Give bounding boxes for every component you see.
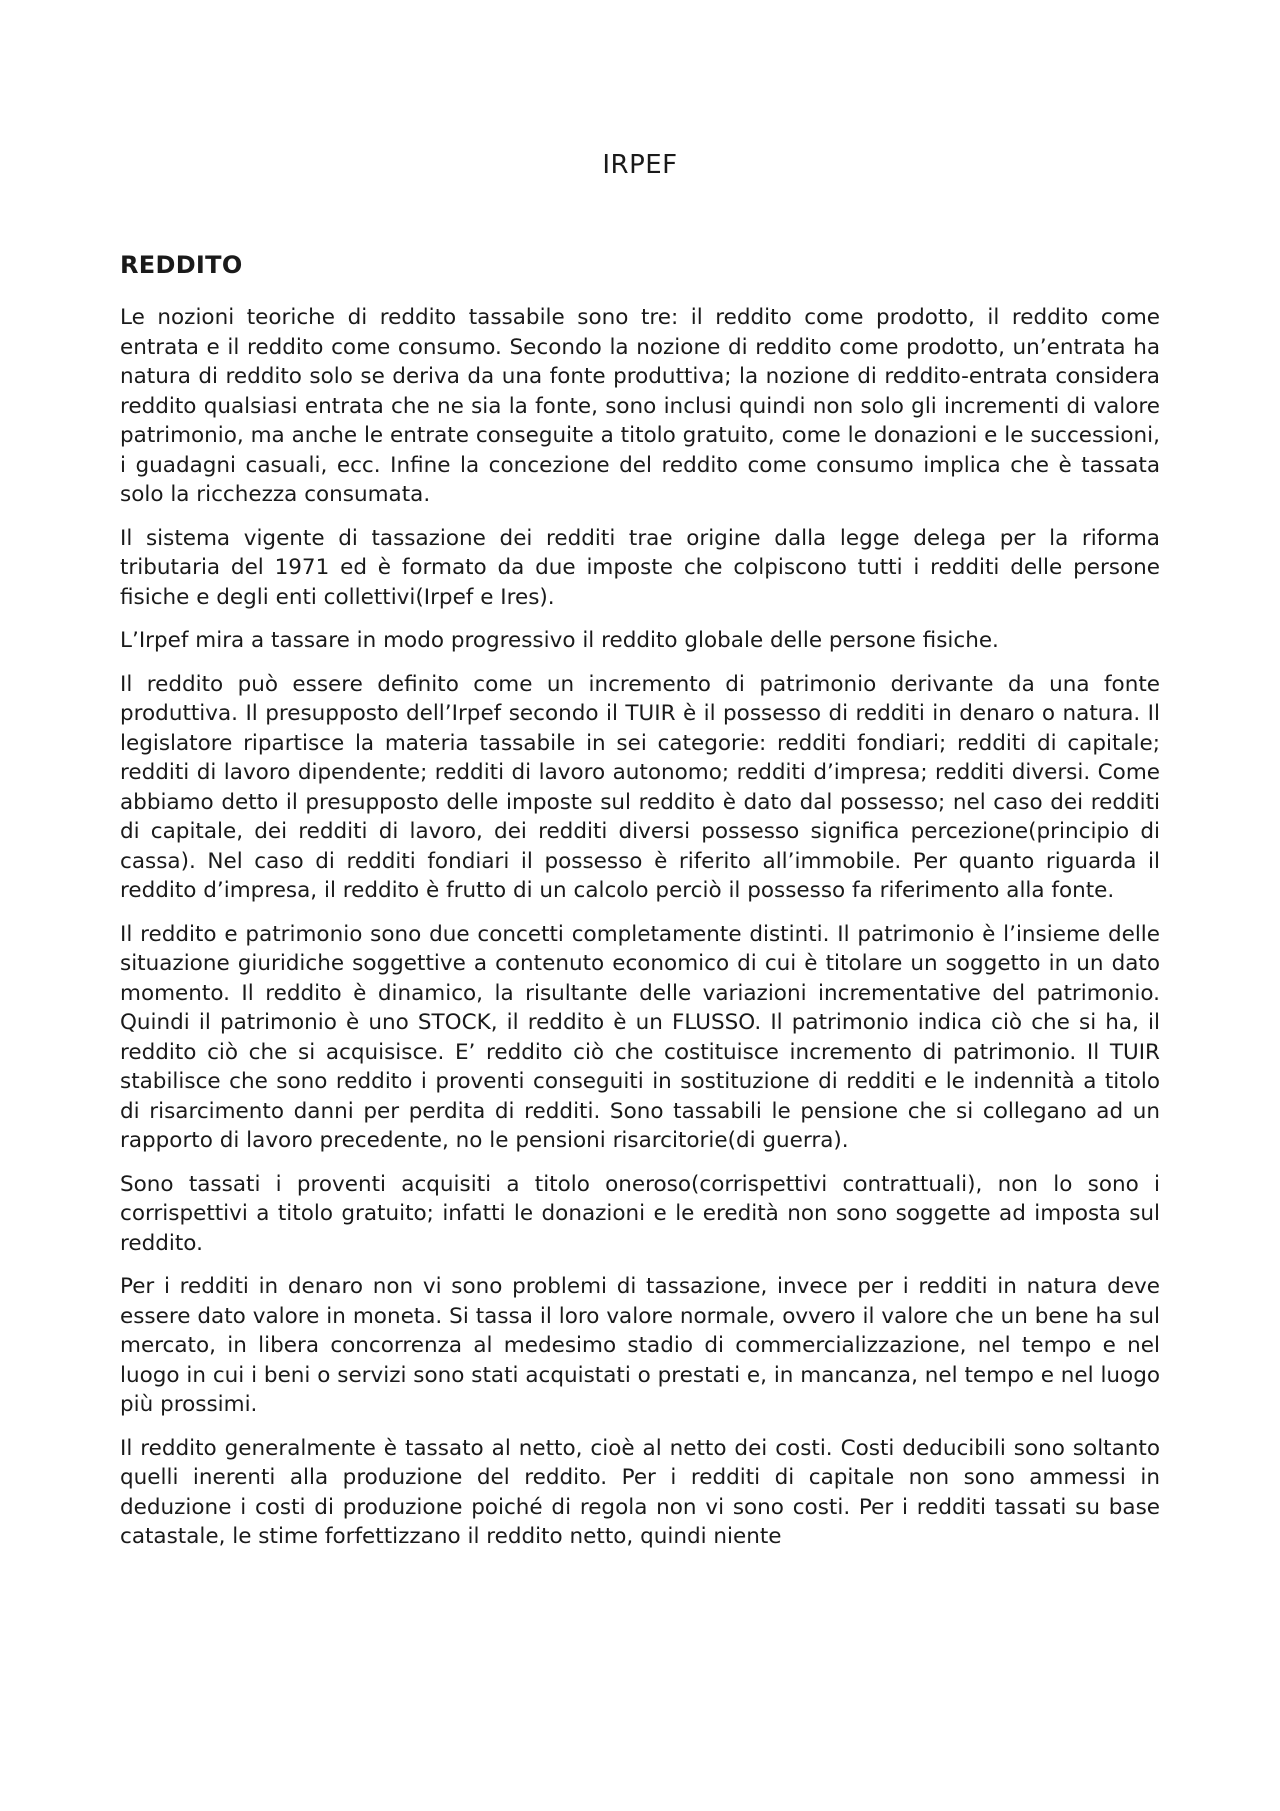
paragraph: Le nozioni teoriche di reddito tassabile sono tre: il reddito come prodotto, il reddito come entrata e il reddito come consumo. Secondo la nozione di reddito come prodotto, un’entrata ha natura di reddito solo se deriva da una fonte produttiva; la nozione di reddito-entrata considera reddito qualsiasi entrata che ne sia la fonte, sono inclusi quindi non solo gli incrementi di valore patrimonio, ma anche le entrate conseguite a titolo gratuito, come le donazioni e le successioni, i guadagni casuali, ecc. Infine la concezione del reddito come consumo implica che è tassata solo la ricchezza consumata. [120, 305, 1160, 507]
paragraph: Per i redditi in denaro non vi sono problemi di tassazione, invece per i redditi in natura deve essere dato valore in moneta. Si tassa il loro valore normale, ovvero il valore che un bene ha sul mercato, in libera concorrenza al medesimo stadio di commercializzazione, nel tempo e nel luogo in cui i beni o servizi sono stati acquistati o prestati e, in mancanza, nel tempo e nel luogo più prossimi. [120, 1274, 1160, 1417]
paragraph: Il sistema vigente di tassazione dei redditi trae origine dalla legge delega per la riforma tributaria del 1971 ed è formato da due imposte che colpiscono tutti i redditi delle persone fisiche e degli enti collettivi(Irpef e Ires). [120, 525, 1160, 610]
paragraph: Il reddito e patrimonio sono due concetti completamente distinti. Il patrimonio è l’insieme delle situazione giuridiche soggettive a contenuto economico di cui è titolare un soggetto in un dato momento. Il reddito è dinamico, la risultante delle variazioni incrementative del patrimonio. Quindi il patrimonio è uno STOCK, il reddito è un FLUSSO. Il patrimonio indica ciò che si ha, il reddito ciò che si acquisisce. E’ reddito ciò che costituisce incremento di patrimonio. Il TUIR stabilisce che sono reddito i proventi conseguiti in sostituzione di redditi e le indennità a titolo di risarcimento danni per perdita di redditi. Sono tassabili le pensione che si collegano ad un rapporto di lavoro precedente, no le pensioni risarcitorie(di guerra). [120, 921, 1160, 1153]
document-body [120, 303, 1160, 1566]
document-title: IRPEF [602, 150, 678, 180]
paragraph: Il reddito generalmente è tassato al netto, cioè al netto dei costi. Costi deducibili sono soltanto quelli inerenti alla produzione del reddito. Per i redditi di capitale non sono ammessi in deduzione i costi di produzione poiché di regola non vi sono costi. Per i redditi tassati su base catastale, le stime forfettizzano il reddito netto, quindi niente [120, 1435, 1160, 1549]
section-heading: REDDITO [120, 251, 243, 279]
paragraph: L’Irpef mira a tassare in modo progressivo il reddito globale delle persone fisiche. [120, 628, 999, 653]
paragraph: Il reddito può essere definito come un incremento di patrimonio derivante da una fonte produttiva. Il presupposto dell’Irpef secondo il TUIR è il possesso di redditi in denaro o natura. Il legislatore ripartisce la materia tassabile in sei categorie: redditi fondiari; redditi di capitale; redditi di lavoro dipendente; redditi di lavoro autonomo; redditi d’impresa; redditi diversi. Come abbiamo detto il presupposto delle imposte sul reddito è dato dal possesso; nel caso dei redditi di capitale, dei redditi di lavoro, dei redditi diversi possesso significa percezione(principio di cassa). Nel caso di redditi fondiari il possesso è riferito all’immobile. Per quanto riguarda il reddito d’impresa, il reddito è frutto di un calcolo perciò il possesso fa riferimento alla fonte. [120, 671, 1160, 903]
paragraph: Sono tassati i proventi acquisiti a titolo oneroso(corrispettivi contrattuali), non lo sono i corrispettivi a titolo gratuito; infatti le donazioni e le eredità non sono soggette ad imposta sul reddito. [120, 1171, 1160, 1256]
